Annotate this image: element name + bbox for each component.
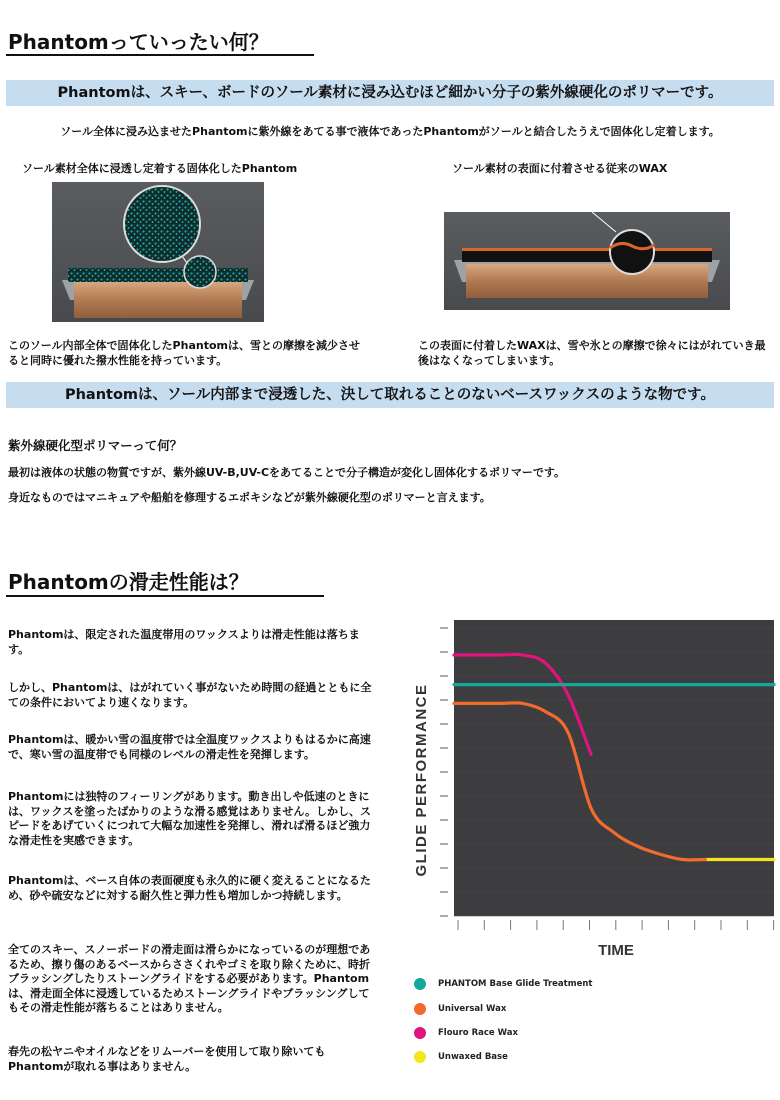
legend-label: Unwaxed Base — [438, 1052, 508, 1062]
intro-text: ソール全体に浸み込ませたPhantomに紫外線をあてる事で液体であったPhantomがソールと結合したうえで固体化し定着します。 — [60, 125, 720, 138]
phantom-sole-figure — [52, 182, 264, 322]
glide-paragraph-7: 春先の松ヤニやオイルなどをリムーバーを使用して取り除いてもPhantomが取れる事はありません。 — [8, 1045, 326, 1073]
legend-label: Flouro Race Wax — [438, 1028, 518, 1038]
left-figure-caption: ソール素材全体に浸透し定着する固体化したPhantom — [22, 162, 298, 175]
legend-item-phantom — [414, 977, 592, 991]
uv-polymer-question: 紫外線硬化型ポリマーって何？ — [8, 438, 183, 453]
glide-paragraph-1: Phantomは、限定された温度帯用のワックスよりは滑走性能は落ちます。 — [8, 628, 360, 656]
legend-item-universal-wax — [414, 1002, 506, 1016]
legend-item-unwaxed-base — [414, 1050, 508, 1064]
chart-plot-background — [454, 620, 774, 916]
glide-performance-chart — [404, 612, 776, 962]
legend-item-flouro-race-wax — [414, 1026, 518, 1040]
legend-dot-icon — [414, 1003, 426, 1015]
glide-paragraph-2: しかし、Phantomは、はがれていく事がないため時間の経過とともに全ての条件においてより速くなります。 — [8, 681, 372, 709]
legend-dot-icon — [414, 1027, 426, 1039]
glide-paragraph-6: 全てのスキー、スノーボードの滑走面は滑らかになっているのが理想であるため、擦り傷のあるベースからささくれやゴミを取り除くために、時折ブラッシングしたりストーングライドをする必要があります。Phantomは、滑走面全体に浸透しているためストーングライドやブラッシングしてもその滑走性能が落ちることはありません。 — [8, 943, 371, 1014]
uv-polymer-explanation-1: 最初は液体の状態の物質ですが、紫外線UV-B,UV-Cをあてることで分子構造が変化し固体化するポリマーです。 — [8, 466, 565, 479]
wax-sole-figure — [444, 212, 730, 310]
section1-title: Phantomっていったい何？ — [8, 30, 269, 54]
glide-paragraph-3: Phantomは、暖かい雪の温度帯では全温度ワックスよりもはるかに高速で、寒い雪の温度帯でも同様のレベルの滑走性を発揮します。 — [8, 733, 371, 761]
legend-dot-icon — [414, 978, 426, 990]
glide-paragraph-4: Phantomには独特のフィーリングがあります。動き出しや低速のときには、ワックスを塗ったばかりのような滑る感覚はありません。しかし、スピードをあげていくにつれて大幅な加速性を発揮し、滑れば滑るほど強力な滑走性を実感できます。 — [8, 790, 371, 847]
section2-title-underline — [6, 595, 324, 597]
legend-dot-icon — [414, 1051, 426, 1063]
band-base-wax-summary: Phantomは、ソール内部まで浸透した、決して取れることのないベースワックスのような物です。 — [6, 382, 774, 408]
band-polymer-description: Phantomは、スキー、ボードのソール素材に浸み込むほど細かい分子の紫外線硬化のポリマーです。 — [6, 80, 774, 106]
left-figure-description: このソール内部全体で固体化したPhantomは、雪との摩擦を減少させると同時に優れた撥水性能を持っています。 — [8, 339, 360, 367]
glide-paragraph-5: Phantomは、ベース自体の表面硬度も永久的に硬く変えることになるため、砂や硫安などに対する耐久性と弾力性も増加しかつ持続します。 — [8, 874, 371, 902]
right-figure-description: この表面に付着したWAXは、雪や氷との摩擦で徐々にはがれていき最後はなくなってしまいます。 — [418, 339, 766, 367]
chart-xlabel: TIME — [598, 942, 634, 959]
legend-label: Universal Wax — [438, 1004, 507, 1014]
section1-title-underline — [6, 54, 314, 56]
chart-ylabel: GLIDE PERFORMANCE — [413, 683, 430, 877]
right-figure-caption: ソール素材の表面に付着させる従来のWAX — [452, 162, 668, 175]
legend-label: PHANTOM Base Glide Treatment — [438, 979, 593, 989]
uv-polymer-explanation-2: 身近なものではマニキュアや船舶を修理するエポキシなどが紫外線硬化型のポリマーと言えます。 — [8, 491, 491, 504]
section2-title: Phantomの滑走性能は？ — [8, 570, 249, 594]
